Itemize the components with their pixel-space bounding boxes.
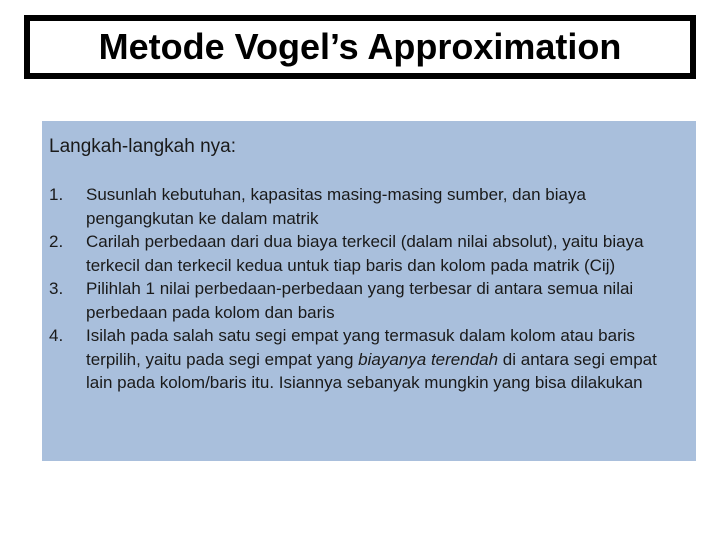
list-item-text: Carilah perbedaan dari dua biaya terkecil (dalam nilai absolut), yaitu biaya terkecil dan terkecil kedua untuk tiap baris dan kolom pada matrik (Cij) xyxy=(86,232,644,275)
slide-title: Metode Vogel’s Approximation xyxy=(98,26,622,67)
steps-list xyxy=(49,183,686,395)
list-item xyxy=(49,324,686,395)
list-item-number: 1. xyxy=(49,185,64,204)
list-item-text-before: Isilah pada salah satu segi empat yang termasuk dalam kolom atau baris terpilih, yaitu pada segi empat yang xyxy=(86,326,636,369)
list-item xyxy=(49,277,686,324)
list-item xyxy=(49,183,686,230)
list-item-number: 4. xyxy=(49,326,64,345)
list-item-text: Susunlah kebutuhan, kapasitas masing-masing sumber, dan biaya pengangkutan ke dalam matrik xyxy=(86,185,586,228)
list-item-text-italic: biayanya terendah xyxy=(358,349,499,369)
list-item-number: 3. xyxy=(49,279,64,298)
content-box xyxy=(42,121,696,461)
list-item-text: Pilihlah 1 nilai perbedaan-perbedaan yang terbesar di antara semua nilai perbedaan pada kolom dan baris xyxy=(86,279,634,322)
list-item-text-after: di antara segi empat lain pada kolom/baris itu. Isiannya sebanyak mungkin yang bisa dilakukan xyxy=(86,349,657,392)
list-item xyxy=(49,230,686,277)
intro-text: Langkah-langkah nya: xyxy=(49,136,236,157)
list-item-number: 2. xyxy=(49,232,64,251)
title-box xyxy=(24,15,696,79)
